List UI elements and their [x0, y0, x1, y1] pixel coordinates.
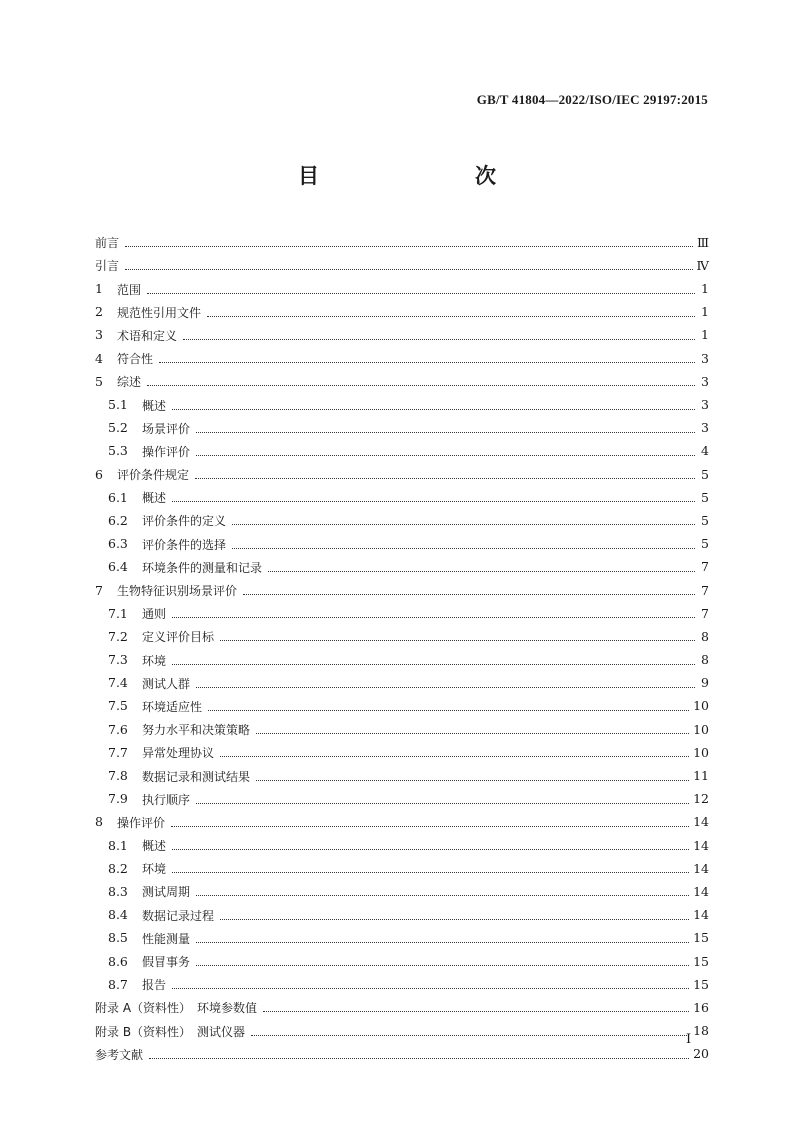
toc-entry-page: 15 [693, 953, 709, 969]
dot-leader [195, 478, 695, 479]
toc-entry-label: 参考文献 [95, 1047, 144, 1062]
toc-entry-page: 7 [701, 559, 709, 575]
toc-entry-label: 概述 [142, 491, 167, 506]
toc-entry-page: 3 [701, 397, 709, 412]
toc-entry[interactable] [95, 829, 709, 852]
dot-leader [172, 501, 695, 502]
dot-leader [220, 919, 689, 920]
standard-code: GB/T 41804—2022/ISO/IEC 29197:2015 [476, 92, 708, 107]
dot-leader [196, 965, 689, 966]
toc-entry[interactable] [95, 597, 709, 620]
toc-entry-page: 1 [701, 304, 709, 320]
toc-entry[interactable] [95, 1014, 709, 1037]
toc-entry[interactable] [95, 690, 709, 713]
toc-entry-label: 执行顺序 [142, 792, 191, 807]
toc-entry-page: 5 [701, 466, 709, 482]
toc-entry-label: 评价条件规定 [117, 468, 190, 483]
toc-entry[interactable] [95, 226, 709, 249]
toc-entry-number: 7.9 [108, 791, 128, 807]
dot-leader [220, 756, 689, 757]
toc-entry-number: 7.2 [108, 628, 128, 644]
toc-entry-label: 综述 [117, 375, 142, 390]
toc-entry-label: 符合性 [117, 352, 154, 367]
toc-entry-number: 8.5 [108, 930, 128, 946]
toc-entry[interactable] [95, 736, 709, 759]
dot-leader [263, 1011, 689, 1012]
toc-entry-number: 3 [95, 327, 103, 343]
toc-entry[interactable] [95, 945, 709, 968]
toc-entry-page: 10 [693, 721, 709, 737]
toc-entry-label: 引言 [95, 259, 120, 274]
toc-entry[interactable] [95, 527, 709, 550]
toc-entry-label: 环境适应性 [142, 699, 203, 714]
toc-entry-number: 8.2 [108, 860, 128, 876]
toc-entry-label: 附录 B（资料性） 测试仪器 [95, 1024, 246, 1039]
toc-entry[interactable] [95, 806, 709, 829]
toc-entry-page: 14 [693, 837, 709, 853]
toc-entry[interactable] [95, 388, 709, 411]
toc-entry-label: 环境 [142, 862, 167, 877]
toc-entry-number: 8.4 [108, 907, 128, 923]
toc-entry[interactable] [95, 898, 709, 921]
dot-leader [196, 803, 689, 804]
toc-entry-number: 7 [95, 582, 103, 598]
dot-leader [172, 849, 689, 850]
dot-leader [172, 988, 689, 989]
dot-leader [207, 316, 695, 317]
toc-entry-label: 定义评价目标 [142, 630, 215, 645]
toc-entry-page: Ⅲ [696, 234, 709, 250]
toc-entry-label: 环境 [142, 653, 167, 668]
toc-entry-number: 7.4 [108, 675, 128, 691]
toc-entry-page: 5 [701, 536, 709, 552]
dot-leader [159, 362, 695, 363]
dot-leader [196, 455, 695, 456]
toc-entry-page: 1 [701, 281, 709, 297]
toc-entry-page: 12 [693, 791, 709, 807]
toc-entry-label: 评价条件的选择 [142, 537, 227, 552]
toc-entry-number: 6.2 [108, 512, 128, 528]
toc-entry-page: 18 [693, 1023, 709, 1039]
page-title: 目 次 [298, 164, 534, 188]
toc-entry-number: 7.6 [108, 721, 128, 737]
toc-entry-label: 测试人群 [142, 676, 191, 691]
toc-entry-label: 评价条件的定义 [142, 514, 227, 529]
toc-entry-label: 异常处理协议 [142, 746, 215, 761]
dot-leader [208, 710, 689, 711]
toc-entry-label: 附录 A（资料性） 环境参数值 [95, 1001, 258, 1016]
toc-entry[interactable] [95, 249, 709, 272]
dot-leader [232, 548, 695, 549]
toc-entry-number: 7.1 [108, 605, 128, 621]
toc-entry-label: 生物特征识别场景评价 [117, 584, 238, 598]
dot-leader [268, 571, 695, 572]
toc-entry[interactable] [95, 574, 709, 597]
toc-entry-label: 场景评价 [142, 421, 191, 436]
toc-entry-page: 15 [693, 976, 709, 992]
toc-entry-number: 6.1 [108, 489, 128, 505]
dot-leader [196, 895, 689, 896]
toc-entry-page: 20 [693, 1046, 709, 1062]
toc-entry-number: 8.6 [108, 953, 128, 969]
toc-entry-page: 11 [693, 768, 709, 783]
toc-entry[interactable] [95, 365, 709, 388]
toc-entry-number: 7.8 [108, 768, 128, 783]
dot-leader [220, 640, 695, 641]
toc-entry-label: 报告 [142, 978, 167, 993]
dot-leader [147, 293, 695, 294]
toc-entry-label: 术语和定义 [117, 328, 178, 343]
toc-entry-page: 5 [701, 512, 709, 528]
toc-entry[interactable] [95, 620, 709, 643]
toc-entry[interactable] [95, 412, 709, 435]
toc-entry-label: 范围 [117, 282, 142, 297]
toc-entry[interactable] [95, 783, 709, 806]
dot-leader [172, 872, 689, 873]
toc-entry[interactable] [95, 435, 709, 458]
dot-leader [147, 385, 695, 386]
toc-entry[interactable] [95, 296, 709, 319]
toc-entry-number: 6 [95, 466, 103, 482]
toc-entry-number: 6.3 [108, 536, 128, 552]
dot-leader [256, 780, 689, 781]
toc-entry-number: 7.5 [108, 698, 128, 714]
toc-entry-number: 5 [95, 373, 103, 389]
toc-entry[interactable] [95, 991, 709, 1014]
toc-entry-label: 前言 [95, 236, 120, 251]
toc-entry-label: 概述 [142, 839, 167, 854]
toc-entry-label: 性能测量 [142, 931, 191, 946]
toc-entry-number: 5.2 [108, 420, 128, 436]
toc-entry[interactable] [95, 458, 709, 481]
toc-entry-label: 通则 [142, 607, 167, 622]
toc-entry-page: Ⅳ [696, 257, 709, 273]
toc-entry-page: 14 [693, 907, 709, 923]
dot-leader [196, 687, 695, 688]
toc-entry[interactable] [95, 342, 709, 365]
toc-entry-number: 8.1 [108, 837, 128, 853]
dot-leader [172, 409, 695, 410]
dot-leader [251, 1035, 689, 1036]
toc-entry[interactable] [95, 713, 709, 736]
toc-entry-page: 3 [701, 373, 709, 389]
toc-entry-label: 数据记录过程 [142, 908, 215, 923]
toc-entry-number: 7.7 [108, 744, 128, 760]
dot-leader [149, 1058, 689, 1059]
toc-entry-number: 8.7 [108, 976, 128, 992]
toc-entry-page: 1 [701, 327, 709, 343]
toc-entry[interactable] [95, 551, 709, 574]
toc-entry[interactable] [95, 319, 709, 342]
toc-entry-page: 16 [693, 999, 709, 1015]
page-number: I [686, 1032, 692, 1047]
toc-entry[interactable] [95, 922, 709, 945]
toc-entry-label: 数据记录和测试结果 [142, 769, 251, 784]
toc-entry-page: 4 [701, 443, 709, 459]
toc-entry[interactable] [95, 272, 709, 295]
toc-entry-number: 7.3 [108, 652, 128, 668]
dot-leader [256, 733, 689, 734]
toc-entry-page: 10 [693, 698, 709, 714]
toc-entry-page: 15 [693, 930, 709, 946]
toc-entry-page: 3 [701, 420, 709, 436]
toc-entry[interactable] [95, 504, 709, 527]
toc-entry-number: 6.4 [108, 559, 128, 575]
toc-entry[interactable] [95, 759, 709, 782]
toc-entry-page: 14 [693, 814, 709, 830]
toc-entry-page: 7 [701, 582, 709, 598]
toc-entry-label: 规范性引用文件 [117, 305, 202, 320]
toc-entry[interactable] [95, 852, 709, 875]
toc-entry-label: 环境条件的测量和记录 [142, 560, 263, 575]
toc-entry-label: 操作评价 [142, 444, 191, 459]
toc-entry[interactable] [95, 875, 709, 898]
toc-entry[interactable] [95, 481, 709, 504]
toc-entry-number: 5.3 [108, 443, 128, 459]
toc-entry-page: 10 [693, 744, 709, 760]
toc-entry[interactable] [95, 667, 709, 690]
toc-entry-page: 5 [701, 489, 709, 505]
toc-entry-label: 测试周期 [142, 885, 191, 900]
toc-entry-page: 14 [693, 860, 709, 876]
toc-entry-page: 14 [693, 883, 709, 899]
toc-entry-number: 5.1 [108, 397, 128, 412]
toc-entry-page: 9 [701, 675, 709, 691]
toc-entry-page: 3 [701, 350, 709, 366]
toc-entry-number: 2 [95, 304, 103, 320]
dot-leader [183, 339, 695, 340]
dot-leader [196, 942, 689, 943]
dot-leader [196, 432, 695, 433]
dot-leader [172, 617, 695, 618]
toc-entry-label: 假冒事务 [142, 955, 191, 969]
table-of-contents [95, 226, 709, 1061]
toc-entry-page: 7 [701, 605, 709, 621]
toc-entry-number: 4 [95, 350, 103, 366]
toc-entry-label: 努力水平和决策策略 [142, 723, 251, 738]
toc-entry-label: 操作评价 [117, 815, 166, 830]
dot-leader [171, 826, 689, 827]
toc-entry-page: 8 [701, 652, 709, 668]
toc-entry[interactable] [95, 968, 709, 991]
toc-entry[interactable] [95, 1038, 709, 1061]
dot-leader [125, 269, 692, 270]
toc-entry-label: 概述 [142, 398, 167, 413]
toc-entry-number: 8 [95, 814, 103, 830]
dot-leader [125, 246, 693, 247]
dot-leader [232, 524, 695, 525]
dot-leader [243, 594, 695, 595]
toc-entry[interactable] [95, 643, 709, 666]
dot-leader [172, 664, 695, 665]
toc-entry-number: 8.3 [108, 883, 128, 899]
toc-entry-page: 8 [701, 628, 709, 644]
toc-entry-number: 1 [95, 281, 103, 297]
